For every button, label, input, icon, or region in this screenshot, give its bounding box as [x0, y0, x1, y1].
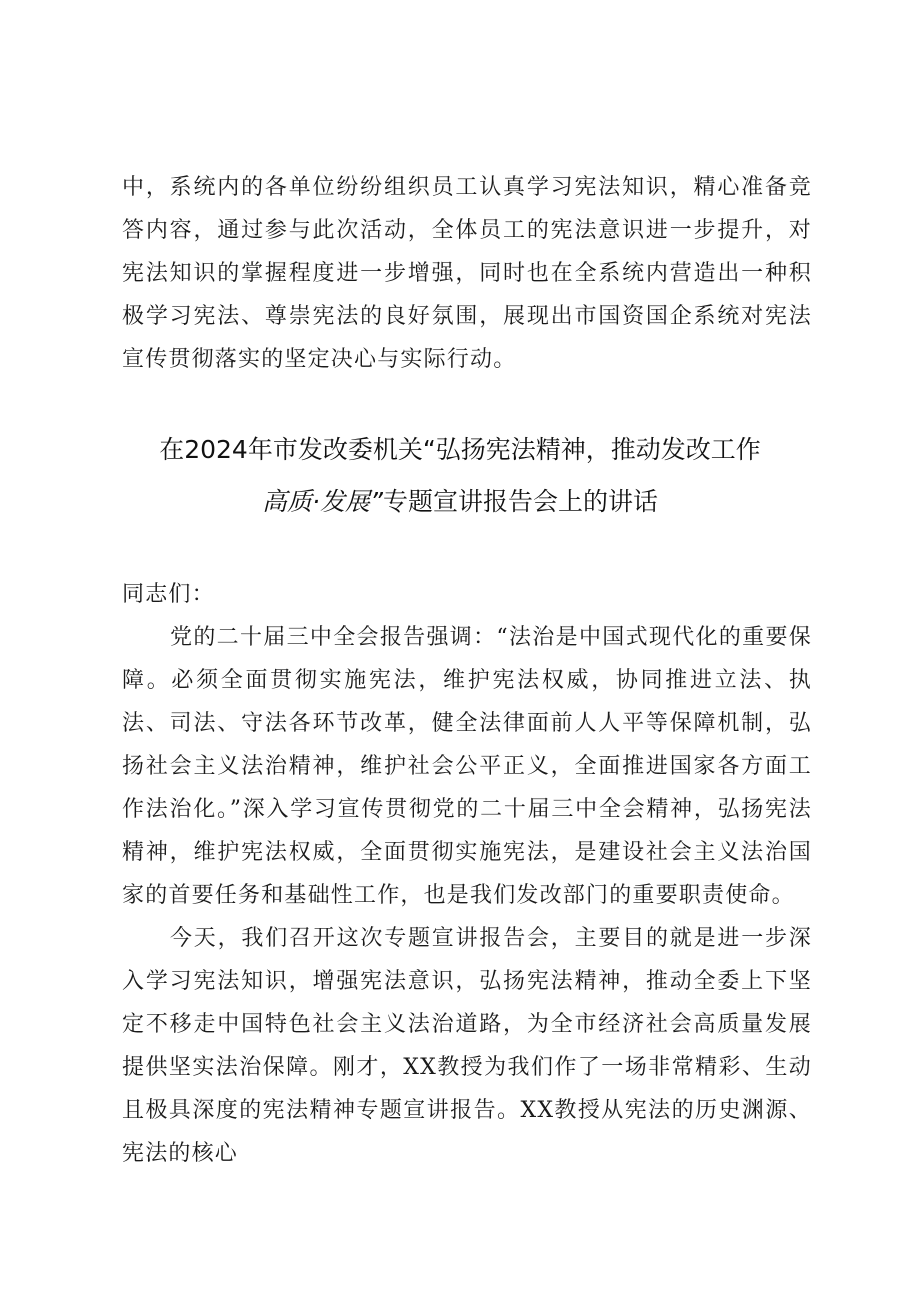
salutation: 同志们：	[122, 582, 215, 607]
title-line-2-rest: 专题宣讲报告会上的讲话	[382, 487, 658, 516]
title-line-1: 在2024年市发改委机关“弘扬宪法精神，推动发改工作	[159, 435, 761, 464]
body-paragraph-2: 今天，我们召开这次专题宣讲报告会，主要目的就是进一步深入学习宪法知识，增强宪法意识，弘扬宪法精神，推动全委上下坚定不移走中国特色社会主义法治道路，为全市经济社会高质量发展提供坚实法治保障。刚才，XX教授为我们作了一场非常精彩、生动且极具深度的宪法精神专题宣讲报告。XX教授从宪法的历史渊源、宪法的核心	[122, 926, 812, 1166]
intro-paragraph: 中，系统内的各单位纷纷组织员工认真学习宪法知识，精心准备竞答内容，通过参与此次活动，全体员工的宪法意识进一步提升，对宪法知识的掌握程度进一步增强，同时也在全系统内营造出一种积极学习宪法、尊崇宪法的良好氛围，展现出市国资国企系统对宪法宣传贯彻落实的坚定决心与实际行动。	[122, 175, 812, 372]
body-paragraph-1: 党的二十届三中全会报告强调：“法治是中国式现代化的重要保障。必须全面贯彻实施宪法，维护宪法权威，协同推进立法、执法、司法、守法各环节改革，健全法律面前人人平等保障机制，弘扬社会主义法治精神，维护社会公平正义，全面推进国家各方面工作法治化。”深入学习宣传贯彻党的二十届三中全会精神，弘扬宪法精神，维护宪法权威，全面贯彻实施宪法，是建设社会主义法治国家的首要任务和基础性工作，也是我们发改部门的重要职责使命。	[122, 625, 812, 908]
title-line-2	[100, 476, 820, 528]
title-line-2-emphasis: 高质·发展”	[262, 487, 383, 516]
